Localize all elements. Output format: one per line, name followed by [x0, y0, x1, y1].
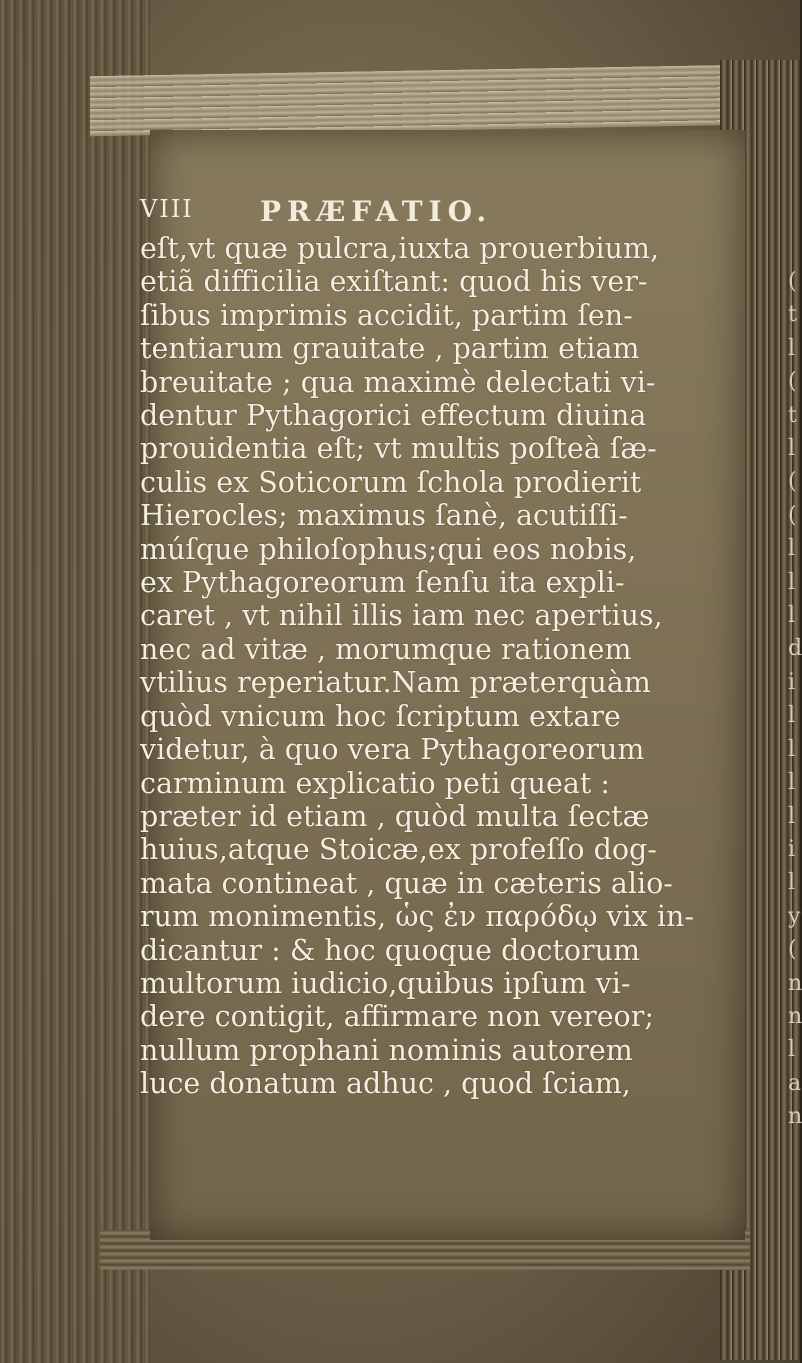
text-line: dere contigit, affirmare non vereor; — [140, 1000, 654, 1034]
text-line: præter id etiam , quòd multa ſectæ — [140, 799, 650, 833]
text-line: Hierocles; maximus ſanè, acutiſſi- — [140, 499, 628, 533]
adjacent-page-glyph: t — [788, 402, 797, 428]
text-line: videtur, à quo vera Pythagoreorum — [140, 733, 645, 767]
adjacent-page-glyph: d — [788, 636, 802, 662]
text-line: dentur Pythagorici effectum diuina — [140, 399, 647, 433]
page-fore-edge — [0, 0, 150, 1363]
text-line: nec ad vitæ , morumque rationem — [140, 632, 632, 666]
text-line: nullum prophani nominis autorem — [140, 1033, 633, 1067]
text-line: ſibus imprimis accidit, partim ſen- — [140, 298, 633, 332]
adjacent-page-glyph: l — [788, 1037, 796, 1063]
adjacent-page-glyph: l — [788, 736, 796, 762]
running-title: PRÆFATIO. — [260, 195, 493, 228]
adjacent-page-glyph: t — [788, 302, 797, 328]
text-line: caret , vt nihil illis iam nec apertius, — [140, 599, 663, 633]
text-line: carminum explicatio peti queat : — [140, 766, 610, 800]
text-line: eſt,vt quæ pulcra,iuxta prouerbium, — [140, 232, 660, 265]
adjacent-page-glyph: n — [788, 1104, 802, 1130]
adjacent-page-glyph: ( — [788, 937, 797, 963]
text-line: tentiarum grauitate , partim etiam — [140, 332, 640, 366]
adjacent-page-glyph: l — [788, 803, 796, 829]
text-line: culis ex Soticorum ſchola prodierit — [140, 465, 642, 499]
adjacent-page-glyph: i — [788, 836, 796, 862]
text-line: ex Pythagoreorum ſenſu ita expli- — [140, 566, 625, 600]
adjacent-page-glyph: n — [788, 970, 802, 996]
adjacent-page-glyph: l — [788, 703, 796, 729]
text-line: breuitate ; qua maximè delectati vi- — [140, 365, 656, 399]
adjacent-page-glyph: l — [788, 569, 796, 595]
text-line: multorum iudicio,quibus ipſum vi- — [140, 966, 631, 1000]
adjacent-page-glyph: i — [788, 669, 796, 695]
adjacent-page-glyph: ( — [788, 502, 797, 528]
page-number: VIII — [140, 195, 194, 223]
adjacent-page-glyph: ( — [788, 369, 797, 395]
text-line: luce donatum adhuc , quod ſciam, — [140, 1067, 631, 1101]
adjacent-page-glyph: ( — [788, 469, 797, 495]
adjacent-page-glyph: a — [788, 1070, 802, 1096]
adjacent-page-glyphs — [788, 265, 800, 1134]
adjacent-page-glyph: l — [788, 536, 796, 562]
adjacent-page-glyph: l — [788, 870, 796, 896]
adjacent-page-glyph: y — [788, 903, 801, 929]
top-page-edge — [90, 64, 800, 136]
text-line: huius,atque Stoicæ,ex profeſſo dog- — [140, 833, 657, 867]
adjacent-page-glyph: l — [788, 770, 796, 796]
adjacent-page-glyph: l — [788, 335, 796, 361]
text-line: rum monimentis, ὡς ἐν παρόδῳ vix in- — [140, 900, 695, 934]
adjacent-page-glyph: n — [788, 1003, 802, 1029]
text-line: etiã difficilia exiſtant: quod his ver- — [140, 265, 648, 299]
adjacent-page-glyph: l — [788, 436, 796, 462]
text-line: vtilius reperiatur.Nam præterquàm — [140, 666, 651, 700]
adjacent-page-glyph: ( — [788, 269, 797, 294]
body-text — [140, 232, 695, 1101]
text-line: prouidentia eſt; vt multis poſteà ſæ- — [140, 432, 657, 466]
text-line: dicantur : & hoc quoque doctorum — [140, 933, 641, 967]
text-line: mata contineat , quæ in cæteris alio- — [140, 866, 673, 900]
text-line: múſque philoſophus;qui eos nobis, — [140, 532, 637, 566]
adjacent-page-glyph: l — [788, 603, 796, 629]
page-header — [140, 195, 660, 235]
text-line: quòd vnicum hoc ſcriptum extare — [140, 699, 621, 733]
